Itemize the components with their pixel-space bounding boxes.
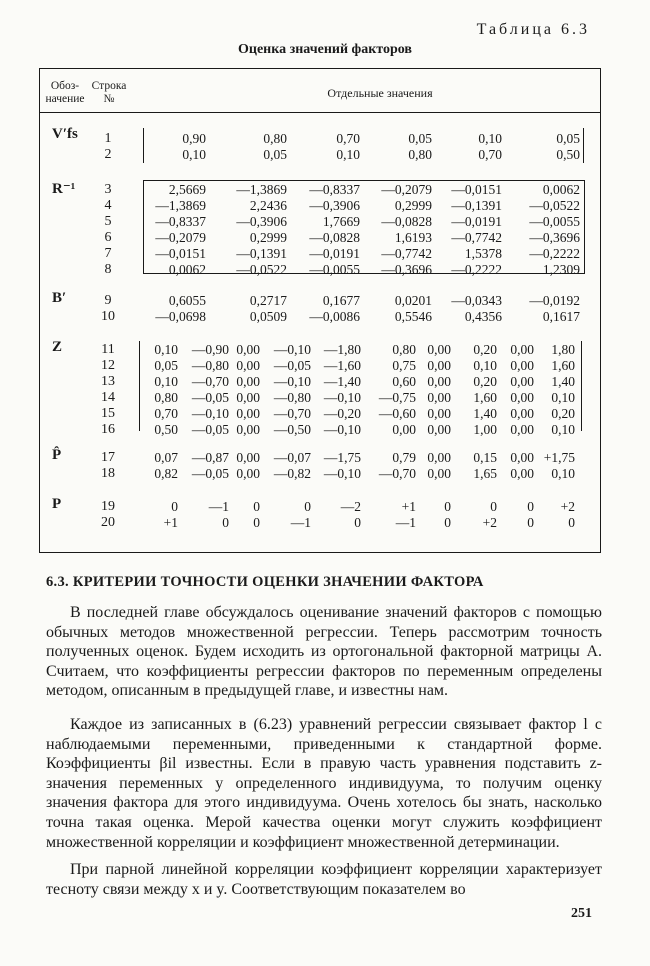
table-cell: 0,0062 bbox=[542, 182, 580, 197]
table-cell: 0,10 bbox=[154, 374, 178, 389]
table-cell: —0,10 bbox=[273, 342, 311, 357]
table-cell: —0,3696 bbox=[529, 230, 580, 245]
table-cell: —1,40 bbox=[323, 374, 361, 389]
table-cell: —0,0191 bbox=[309, 246, 360, 261]
group-symbol: P bbox=[52, 496, 62, 512]
row-number: 20 bbox=[101, 515, 115, 530]
table-cell: 0 bbox=[222, 515, 229, 530]
table-cell: —0,0191 bbox=[451, 214, 502, 229]
table-cell: 0,00 bbox=[510, 466, 534, 481]
table-cell: 2,5669 bbox=[168, 182, 206, 197]
table-cell: 0,82 bbox=[154, 466, 178, 481]
table-cell: —0,2079 bbox=[155, 230, 206, 245]
table-cell: 1,40 bbox=[551, 374, 575, 389]
table-cell: —1,3869 bbox=[155, 198, 206, 213]
section-heading: 6.3. КРИТЕРИИ ТОЧНОСТИ ОЦЕНКИ ЗНАЧЕНИИ ФАКТОРА bbox=[46, 574, 484, 590]
table-cell: —0,87 bbox=[191, 450, 229, 465]
table-cell: 0,80 bbox=[263, 131, 287, 146]
paragraph-2: Каждое из записанных в (6.23) уравнений регрессии связывает фактор l с наблюдаемыми переменными, приведенными к стандартной форме. Коэффициенты βil известны. Если в правую часть уравнения подставить z-значения переменных у определенного индивидуума, то получим оценку значения фактора для этого индивидуума. Очень хотелось бы знать, насколько точна такая оценка. Мерой качества оценки могут служить коэффициент множественной корреляции и коэффициент множественной детерминации. bbox=[46, 716, 602, 851]
table-cell: —0,60 bbox=[378, 406, 416, 421]
table-cell: 0,05 bbox=[408, 131, 432, 146]
table-cell: 0,0062 bbox=[168, 262, 206, 277]
table-cell: —1 bbox=[395, 515, 416, 530]
table-cell: —0,0151 bbox=[451, 182, 502, 197]
table-cell: —0,0151 bbox=[155, 246, 206, 261]
table-cell: —0,82 bbox=[273, 466, 311, 481]
table-cell: 0,79 bbox=[392, 450, 416, 465]
table-cell: —0,07 bbox=[273, 450, 311, 465]
row-number: 18 bbox=[101, 466, 115, 481]
table-cell: 0,05 bbox=[154, 358, 178, 373]
table-cell: 0,10 bbox=[182, 147, 206, 162]
table-cell: —1,80 bbox=[323, 342, 361, 357]
table-cell: 0,00 bbox=[427, 390, 451, 405]
table-cell: 0,20 bbox=[473, 374, 497, 389]
table-cell: 0,00 bbox=[236, 422, 260, 437]
table-cell: 0,50 bbox=[154, 422, 178, 437]
matrix-bracket bbox=[139, 341, 582, 431]
table-cell: 0,00 bbox=[427, 406, 451, 421]
row-number: 9 bbox=[104, 293, 112, 308]
table-cell: 0,00 bbox=[510, 390, 534, 405]
table-cell: 0,00 bbox=[427, 342, 451, 357]
table-cell: 0,00 bbox=[236, 406, 260, 421]
table-cell: —0,0086 bbox=[309, 309, 360, 324]
table-cell: 0,50 bbox=[556, 147, 580, 162]
group-symbol: P̂ bbox=[52, 447, 62, 463]
table-cell: 1,65 bbox=[473, 466, 497, 481]
table-cell: 0,00 bbox=[236, 374, 260, 389]
table-cell: —0,0828 bbox=[309, 230, 360, 245]
table-cell: 0 bbox=[253, 499, 260, 514]
table-cell: +1 bbox=[163, 515, 178, 530]
group-symbol: Z bbox=[52, 339, 63, 355]
row-number: 13 bbox=[101, 374, 115, 389]
row-number: 2 bbox=[104, 147, 112, 162]
table-cell: 0,00 bbox=[510, 374, 534, 389]
table-cell: 0,10 bbox=[551, 422, 575, 437]
table-cell: —0,7742 bbox=[381, 246, 432, 261]
table-cell: 1,60 bbox=[551, 358, 575, 373]
table-cell: —0,3696 bbox=[381, 262, 432, 277]
table-cell: 0,6055 bbox=[168, 293, 206, 308]
table-cell: 0,00 bbox=[236, 358, 260, 373]
table-cell: 0,15 bbox=[473, 450, 497, 465]
table-cell: 0 bbox=[568, 515, 575, 530]
row-number: 10 bbox=[101, 309, 115, 324]
table-cell: —1,75 bbox=[323, 450, 361, 465]
table-cell: 0,1617 bbox=[542, 309, 580, 324]
table-cell: —0,90 bbox=[191, 342, 229, 357]
table-cell: 0,5546 bbox=[394, 309, 432, 324]
table-cell: —0,2079 bbox=[381, 182, 432, 197]
table-cell: 0,4356 bbox=[464, 309, 502, 324]
row-number: 12 bbox=[101, 358, 115, 373]
table-cell: 0,80 bbox=[154, 390, 178, 405]
header-values: Отдельные значения bbox=[327, 86, 433, 100]
table-cell: 0,10 bbox=[154, 342, 178, 357]
table-cell: 0,00 bbox=[427, 358, 451, 373]
table-cell: —0,3906 bbox=[236, 214, 287, 229]
paragraph-1: В последней главе обсуждалось оценивание значений факторов с помощью обычных методов множественной регрессии. Теперь рассмотрим точность полученных оценок. Будем исходить из ортогональной факторной матрицы A. Считаем, что коэффициенты регрессии факторов по переменным определены методом, описанным в предыдущей главе, и известны нам. bbox=[46, 604, 602, 700]
table-cell: —0,10 bbox=[323, 466, 361, 481]
table-cell: 0,00 bbox=[236, 450, 260, 465]
table-cell: 0,75 bbox=[392, 358, 416, 373]
table-cell: 0,00 bbox=[236, 390, 260, 405]
page-number: 251 bbox=[571, 906, 592, 921]
row-number: 5 bbox=[104, 214, 112, 229]
table-cell: —0,0055 bbox=[309, 262, 360, 277]
table-cell: 0 bbox=[490, 499, 497, 514]
table-cell: —0,3906 bbox=[309, 198, 360, 213]
table-cell: 1,80 bbox=[551, 342, 575, 357]
table-cell: 0,2999 bbox=[394, 198, 432, 213]
header-designation: Обоз- начение bbox=[45, 80, 85, 105]
row-number: 1 bbox=[104, 131, 112, 146]
table-cell: —0,0522 bbox=[236, 262, 287, 277]
table-cell: 0,2717 bbox=[249, 293, 287, 308]
table-cell: 1,00 bbox=[473, 422, 497, 437]
table-label: Таблица 6.3 bbox=[476, 21, 590, 38]
table-cell: —0,0698 bbox=[155, 309, 206, 324]
table-cell: 0,00 bbox=[510, 406, 534, 421]
table-cell: —0,10 bbox=[273, 374, 311, 389]
table-cell: —0,10 bbox=[323, 422, 361, 437]
table-cell: 0 bbox=[444, 499, 451, 514]
table-cell: 0,00 bbox=[510, 450, 534, 465]
table-cell: 0,70 bbox=[154, 406, 178, 421]
table-cell: 0,70 bbox=[336, 131, 360, 146]
table-cell: 0,00 bbox=[427, 374, 451, 389]
table-cell: +1 bbox=[401, 499, 416, 514]
table-title: Оценка значений факторов bbox=[238, 42, 412, 57]
table-cell: 0,70 bbox=[478, 147, 502, 162]
group-symbol: R⁻¹ bbox=[52, 181, 76, 197]
table-cell: 0,10 bbox=[473, 358, 497, 373]
table-cell: 0,80 bbox=[408, 147, 432, 162]
row-number: 14 bbox=[101, 390, 115, 405]
table-cell: —2 bbox=[340, 499, 361, 514]
table-cell: —0,75 bbox=[378, 390, 416, 405]
table-cell: 0,00 bbox=[427, 422, 451, 437]
row-number: 4 bbox=[104, 198, 112, 213]
table-cell: —0,7742 bbox=[451, 230, 502, 245]
table-cell: —0,70 bbox=[378, 466, 416, 481]
table-cell: —0,2222 bbox=[529, 246, 580, 261]
table-cell: 0,1677 bbox=[322, 293, 360, 308]
table-cell: 0 bbox=[527, 499, 534, 514]
row-number: 7 bbox=[104, 246, 112, 261]
table-cell: —0,70 bbox=[191, 374, 229, 389]
table-cell: 0,10 bbox=[478, 131, 502, 146]
row-number: 19 bbox=[101, 499, 115, 514]
group-symbol: V′fs bbox=[52, 126, 78, 142]
matrix-bracket bbox=[143, 128, 584, 163]
row-number: 3 bbox=[104, 182, 112, 197]
table-cell: 2,2436 bbox=[249, 198, 287, 213]
row-number: 16 bbox=[101, 422, 115, 437]
table-cell: —0,2222 bbox=[451, 262, 502, 277]
table-cell: 0,60 bbox=[392, 374, 416, 389]
table-cell: 0,0201 bbox=[394, 293, 432, 308]
table-cell: 0,10 bbox=[551, 390, 575, 405]
table-cell: —0,10 bbox=[323, 390, 361, 405]
table-cell: —0,10 bbox=[191, 406, 229, 421]
table-cell: +2 bbox=[560, 499, 575, 514]
table-cell: —0,1391 bbox=[236, 246, 287, 261]
table-cell: 0,00 bbox=[236, 342, 260, 357]
table-cell: 0,2999 bbox=[249, 230, 287, 245]
row-number: 8 bbox=[104, 262, 112, 277]
table-cell: —0,0828 bbox=[381, 214, 432, 229]
table-cell: 0,05 bbox=[263, 147, 287, 162]
table-cell: 1,40 bbox=[473, 406, 497, 421]
table-cell: —1,3869 bbox=[236, 182, 287, 197]
row-number: 6 bbox=[104, 230, 112, 245]
table-cell: —0,70 bbox=[273, 406, 311, 421]
table-cell: —0,0522 bbox=[529, 198, 580, 213]
table-cell: —0,8337 bbox=[309, 182, 360, 197]
table-cell: 0 bbox=[527, 515, 534, 530]
table-cell: 0,07 bbox=[154, 450, 178, 465]
group-symbol: B′ bbox=[52, 290, 67, 306]
table-cell: 0,90 bbox=[182, 131, 206, 146]
table-cell: 0,00 bbox=[510, 358, 534, 373]
table-cell: —0,0055 bbox=[529, 214, 580, 229]
row-number: 11 bbox=[101, 342, 115, 357]
table-cell: 0 bbox=[304, 499, 311, 514]
table-cell: 0,00 bbox=[510, 342, 534, 357]
paragraph-3: При парной линейной корреляции коэффициент корреляции характеризует тесноту связи между x и y. Соответствующим показателем во bbox=[46, 861, 602, 898]
table-cell: —0,05 bbox=[273, 358, 311, 373]
table-cell: 0,10 bbox=[551, 466, 575, 481]
table-cell: 0,20 bbox=[473, 342, 497, 357]
row-number: 17 bbox=[101, 450, 115, 465]
table-cell: —0,05 bbox=[191, 422, 229, 437]
table-cell: 0,20 bbox=[551, 406, 575, 421]
table-cell: —0,0192 bbox=[529, 293, 580, 308]
table-cell: 0 bbox=[444, 515, 451, 530]
table-cell: +2 bbox=[482, 515, 497, 530]
table-header-rule bbox=[39, 112, 601, 113]
table-cell: —1,60 bbox=[323, 358, 361, 373]
table-cell: —0,1391 bbox=[451, 198, 502, 213]
table-cell: 0,00 bbox=[427, 466, 451, 481]
table-cell: 1,7669 bbox=[322, 214, 360, 229]
table-top-rule bbox=[39, 68, 601, 69]
table-cell: 0 bbox=[171, 499, 178, 514]
table-cell: —1 bbox=[208, 499, 229, 514]
table-cell: —0,50 bbox=[273, 422, 311, 437]
table-cell: —0,80 bbox=[191, 358, 229, 373]
table-cell: 0 bbox=[253, 515, 260, 530]
table-cell: 1,2309 bbox=[542, 262, 580, 277]
table-cell: 1,60 bbox=[473, 390, 497, 405]
table-cell: —0,05 bbox=[191, 466, 229, 481]
table-cell: 0,10 bbox=[336, 147, 360, 162]
table-cell: —0,8337 bbox=[155, 214, 206, 229]
table-cell: 0 bbox=[354, 515, 361, 530]
table-cell: —0,0343 bbox=[451, 293, 502, 308]
table-cell: 0,00 bbox=[236, 466, 260, 481]
table-cell: 0,00 bbox=[510, 422, 534, 437]
table-cell: 1,6193 bbox=[394, 230, 432, 245]
table-cell: 0,80 bbox=[392, 342, 416, 357]
table-cell: 0,05 bbox=[556, 131, 580, 146]
header-row-number: Строка № bbox=[91, 80, 127, 105]
matrix-bracket bbox=[143, 180, 585, 274]
table-cell: —1 bbox=[290, 515, 311, 530]
table-cell: —0,80 bbox=[273, 390, 311, 405]
table-cell: —0,05 bbox=[191, 390, 229, 405]
table-cell: 0,00 bbox=[392, 422, 416, 437]
row-number: 15 bbox=[101, 406, 115, 421]
table-cell: 1,5378 bbox=[464, 246, 502, 261]
table-cell: +1,75 bbox=[543, 450, 575, 465]
table-cell: 0,00 bbox=[427, 450, 451, 465]
table-cell: —0,20 bbox=[323, 406, 361, 421]
table-cell: 0,0509 bbox=[249, 309, 287, 324]
